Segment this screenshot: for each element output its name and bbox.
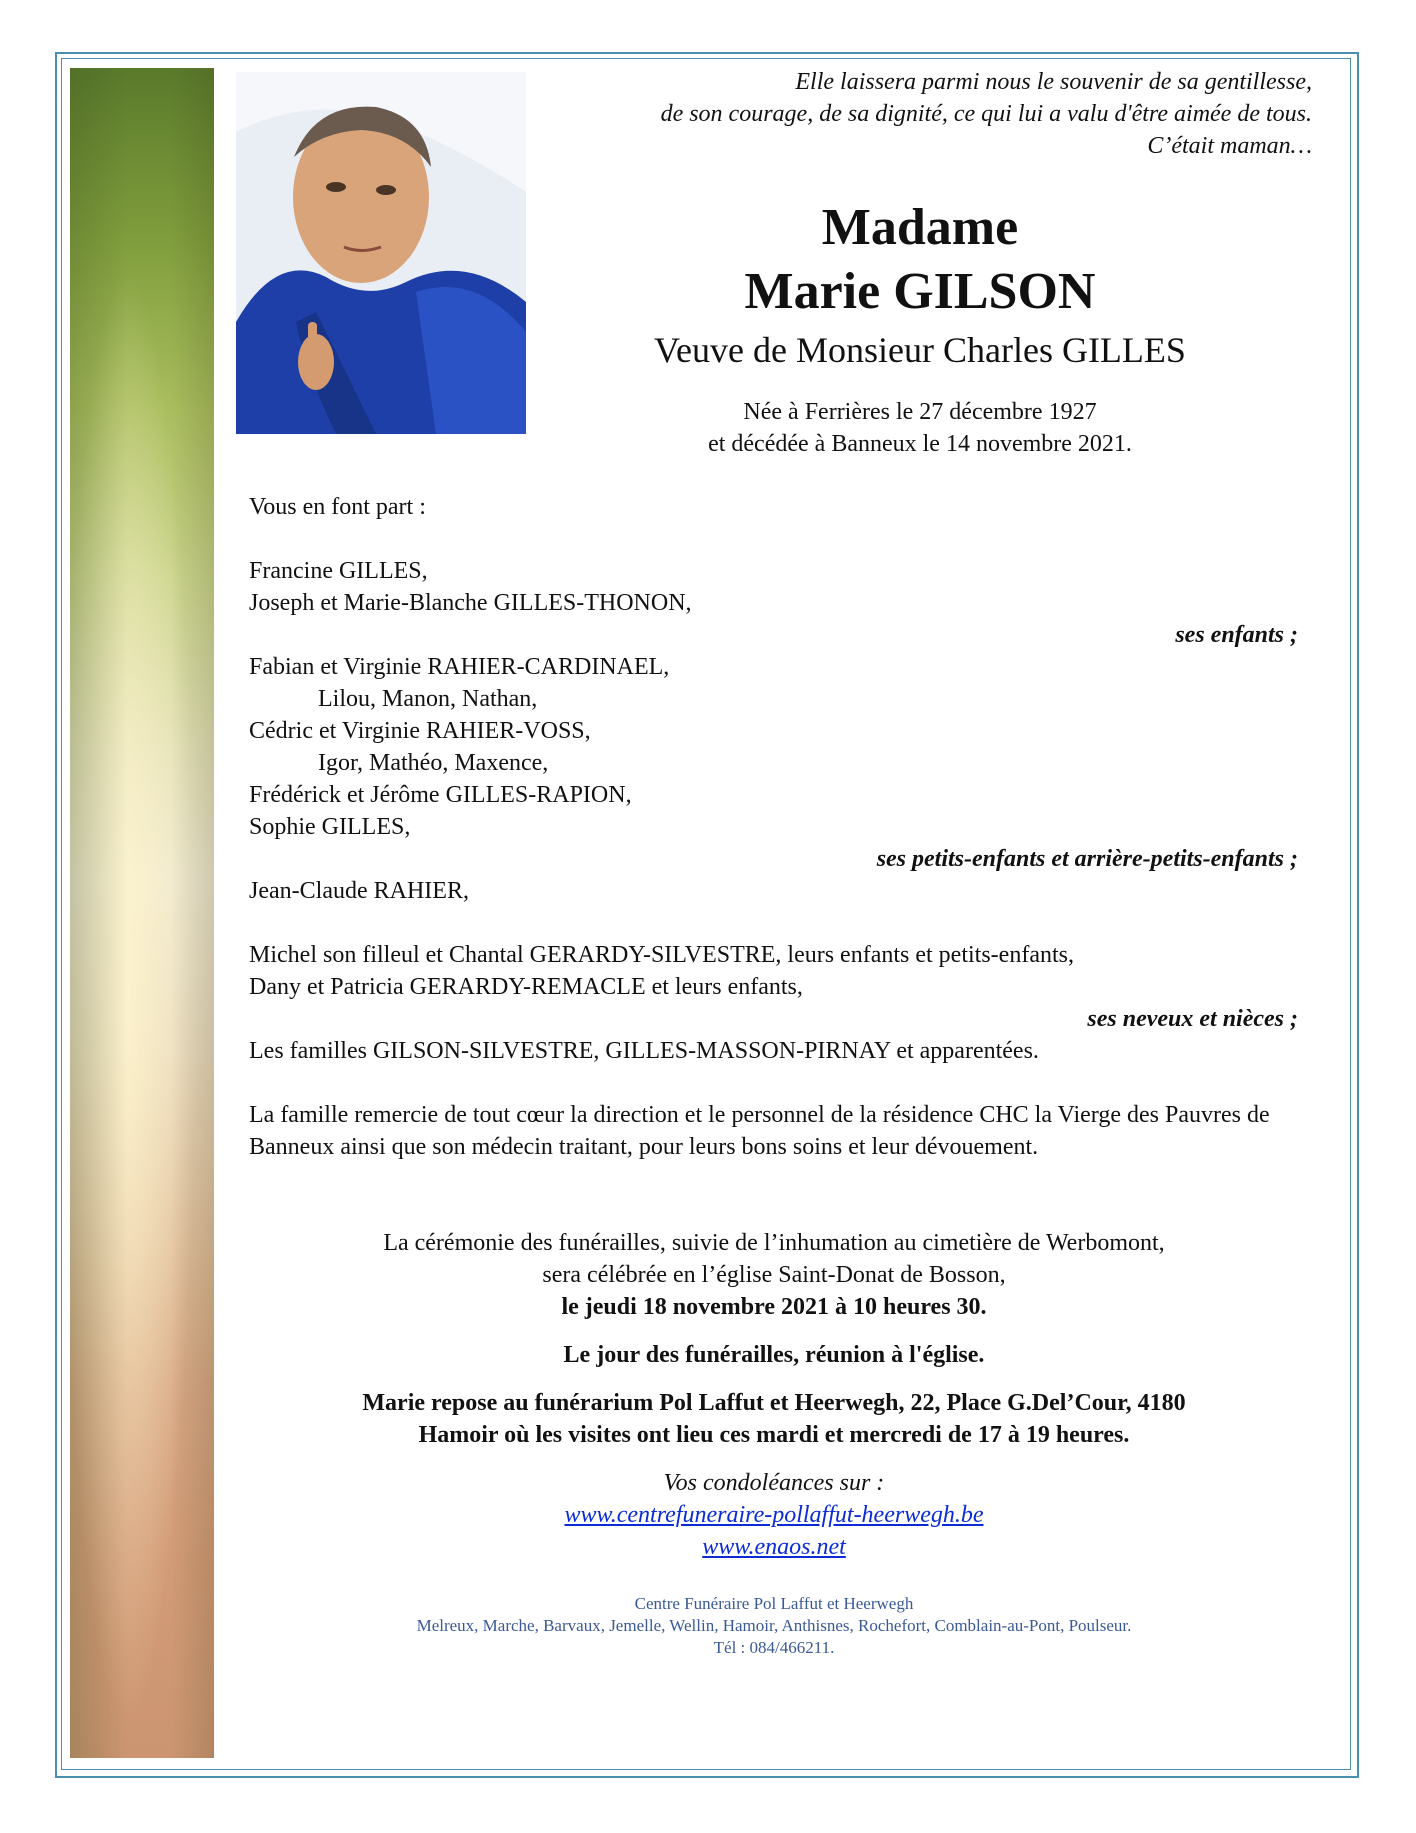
condolences-label: Vos condoléances sur : [663,1470,885,1496]
rest-line-1: Marie repose au funérarium Pol Laffut et Heerwegh, 22, Place G.Del’Cour, 4180 [362,1390,1186,1416]
nephew-1: Michel son filleul et Chantal GERARDY-SILVESTRE, leurs enfants et petits-enfants, [249,942,1074,968]
child-2: Joseph et Marie-Blanche GILLES-THONON, [249,590,692,616]
name-block [560,196,1280,374]
quote [540,66,1312,162]
child-1: Francine GILLES, [249,558,428,584]
ceremony-line-1: La cérémonie des funérailles, suivie de l’inhumation au cimetière de Werbomont, [383,1230,1165,1256]
intro-line: Vous en font part : [249,494,426,520]
rest-line-2: Hamoir où les visites ont lieu ces mardi et mercredi de 17 à 19 heures. [418,1422,1130,1448]
footer-phone: Tél : 084/466211. [713,1638,835,1657]
grandchild-1: Fabian et Virginie RAHIER-CARDINAEL, [249,654,670,680]
meeting-line: Le jour des funérailles, réunion à l'église. [563,1342,985,1368]
grandchild-6: Sophie GILLES, [249,814,411,840]
thanks-paragraph: La famille remercie de tout cœur la direction et le personnel de la résidence CHC la Vierge des Pauvres de Banneux ainsi que son médecin traitant, pour leurs bons soins et leur dévouement. [249,1102,1270,1160]
grandchild-4: Igor, Mathéo, Maxence, [318,750,549,776]
grandchildren-relation: ses petits-enfants et arrière-petits-enfants ; [876,846,1298,872]
birth-line: Née à Ferrières le 27 décembre 1927 [743,399,1097,425]
grandchild-2: Lilou, Manon, Nathan, [318,686,538,712]
ceremony-datetime: le jeudi 18 novembre 2021 à 10 heures 30. [561,1294,987,1320]
grandchild-3: Cédric et Virginie RAHIER-VOSS, [249,718,591,744]
condolences-link-1[interactable]: www.centrefuneraire-pollaffut-heerwegh.be [564,1502,984,1528]
footer-locations: Melreux, Marche, Barvaux, Jemelle, Wellin, Hamoir, Anthisnes, Rochefort, Comblain-au-Pont, Poulseur. [416,1616,1132,1635]
deceased-name: Marie GILSON [744,263,1096,320]
spouse-line: Veuve de Monsieur Charles GILLES [654,330,1186,370]
quote-line-1: Elle laissera parmi nous le souvenir de sa gentillesse, [795,69,1312,95]
condolences-link-1-wrap [249,1499,1299,1531]
honorific: Madame [821,199,1019,256]
footer-company: Centre Funéraire Pol Laffut et Heerwegh [634,1594,914,1613]
dates [640,396,1200,460]
ceremony-line-2: sera célébrée en l’église Saint-Donat de Bosson, [542,1262,1006,1288]
jean-claude-line: Jean-Claude RAHIER, [249,878,469,904]
quote-line-2: de son courage, de sa dignité, ce qui lui a valu d'être aimée de tous. [660,101,1312,127]
forest-path-shade [70,68,214,1758]
portrait-photo [236,72,526,434]
death-line: et décédée à Banneux le 14 novembre 2021. [708,431,1132,457]
condolences-link-2[interactable]: www.enaos.net [702,1534,846,1560]
nephew-2: Dany et Patricia GERARDY-REMACLE et leurs enfants, [249,974,803,1000]
nephews-relation: ses neveux et nièces ; [1087,1006,1298,1032]
quote-line-3: C’était maman… [1147,133,1312,159]
children-relation: ses enfants ; [1175,622,1298,648]
condolences-link-2-wrap [249,1531,1299,1563]
families-line: Les familles GILSON-SILVESTRE, GILLES-MASSON-PIRNAY et apparentées. [249,1038,1039,1064]
grandchild-5: Frédérick et Jérôme GILLES-RAPION, [249,782,632,808]
